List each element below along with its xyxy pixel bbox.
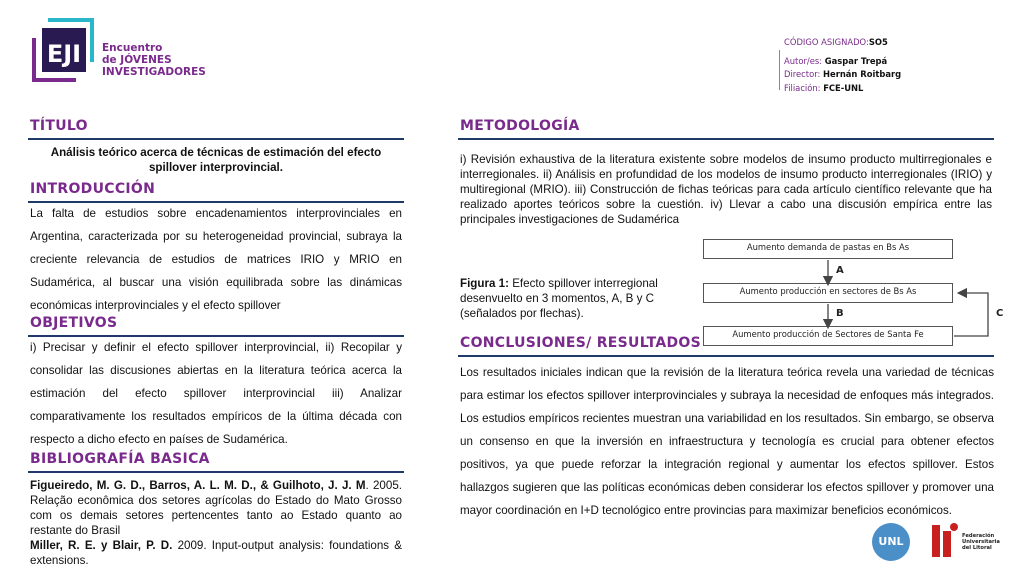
titulo-rule [28, 138, 404, 140]
logo-mark: EJI [46, 40, 82, 68]
director-label: Director: [784, 69, 821, 79]
flow-box-production-bsas: Aumento producción en sectores de Bs As [703, 283, 953, 303]
reference-1-authors: Figueiredo, M. G. D., Barros, A. L. M. D., & Guilhoto, J. J. M [30, 479, 366, 492]
objetivos-heading: OBJETIVOS [30, 315, 118, 331]
bibliografia-heading: BIBLIOGRAFÍA BASICA [30, 451, 210, 467]
paper-title [28, 145, 404, 175]
author-label: Autor/es: [784, 55, 823, 66]
arrow-c-line [954, 293, 988, 336]
code-value: SO5 [868, 37, 888, 47]
flow-box-demand: Aumento demanda de pastas en Bs As [703, 239, 953, 259]
titulo-heading: TÍTULO [30, 118, 88, 134]
author-row [784, 55, 901, 69]
figure-caption-text: Efecto spillover interregional desenvuelto en 3 momentos, A, B y C (señalados por flechas). [460, 277, 658, 320]
metodologia-text: i) Revisión exhaustiva de la literatura existente sobre modelos de insumo producto multirregionales e interregionales. ii) Análisis en profundidad de los modelos de insumo producto interregionales (IRIO) y multiregional (MRIO). iii) Construcción de fichas teóricas para cada artículo científico relevante que ha realizado aportes teóricos sobre la cuestión. iv) Llevar a cabo una discusión empírica entre las principales investigaciones de Sudamérica [460, 153, 992, 226]
conclusiones-rule [458, 355, 994, 357]
logo-line2: de JÓVENES [102, 54, 172, 66]
logo-line3: INVESTIGADORES [102, 66, 206, 78]
code-label: CÓDIGO ASIGNADO: [784, 37, 869, 47]
affiliation-row [784, 82, 901, 96]
metodologia-heading: METODOLOGÍA [460, 118, 580, 134]
reference-2-details: 2009. Input-output analysis: foundations & extensions. [30, 539, 403, 567]
conclusiones-text: Los resultados iniciales indican que la revisión de la literatura teórica revela una variedad de técnicas para estimar los efectos spillover interprovinciales y subraya la necesidad de enfoques más integrados. Los estudios empíricos recientes muestran una variabilidad en los resultados. Sin embargo, se observa un consenso en que la inversión en infraestructura y tecnología es crucial para obtener efectos positivos, ya que puede reforzar la integración regional y aumentar los efectos spillover. Estos hallazgos sugieren que las políticas económicas deben considerar los efectos spillover y promover una mayor coordinación en I+D tecnológico entre provincias para maximizar beneficios económicos. [460, 366, 994, 517]
bibliografia-rule [28, 471, 404, 473]
eji-logo [30, 18, 94, 82]
flow-arrows [700, 255, 1000, 345]
arrow-b-label: B [836, 308, 844, 319]
reference-2-authors: Miller, R. E. y Blair, P. D. [30, 539, 173, 552]
introduccion-heading: INTRODUCCIÓN [30, 181, 156, 197]
bibliografia-list [30, 478, 402, 568]
logo-wordmark [102, 42, 206, 78]
director-value: Hernán Roitbarg [823, 69, 902, 79]
code-row [784, 36, 901, 50]
fuel-logo-text [962, 533, 1000, 551]
introduccion-text: La falta de estudios sobre encadenamientos interprovinciales en Argentina, caracterizada por su heterogeneidad provincial, subraya la creciente relevancia de estudios de matrices IRIO y MRIO en Sudamérica, al buscar una visión equilibrada sobre las dinámicas económicas interprovinciales y el efecto spillover [30, 207, 402, 312]
conclusiones-heading: CONCLUSIONES/ RESULTADOS [460, 335, 702, 351]
fuel-line1: Federación [962, 533, 995, 539]
affiliation-value: FCE-UNL [823, 82, 864, 93]
metodologia-rule [458, 138, 994, 140]
director-row [784, 68, 901, 82]
title-line2: spillover interprovincial. [148, 161, 283, 174]
info-divider [779, 50, 780, 90]
unl-logo: UNL [872, 523, 910, 561]
arrow-c-label: C [996, 308, 1004, 319]
figure-caption [460, 276, 696, 321]
reference-2 [30, 538, 402, 568]
arrow-a-label: A [836, 265, 844, 276]
flow-box-production-santafe: Aumento producción de Sectores de Santa Fe [703, 326, 953, 346]
fuel-line2: Universitaria [962, 539, 1000, 545]
author-value: Gaspar Trepá [824, 55, 888, 66]
objetivos-text: i) Precisar y definir el efecto spillover interprovincial, ii) Recopilar y consolidar las discusiones abiertas en la literatura teórica acerca la estimación del efecto spillover interprovincial iii) Analizar comparativamente los resultados empíricos de la última década con respecto a dicho efecto en países de Sudamérica. [30, 341, 402, 446]
reference-1-details: . 2005. Relação econômica dos setores agrícolas do Estado do Mato Grosso com os demais setores pertencentes tanto ao Estado quanto ao restante do Brasil [30, 479, 402, 537]
figure-label: Figura 1: [460, 277, 509, 290]
title-line1: Análisis teórico acerca de técnicas de estimación del efecto [50, 146, 382, 159]
logo-line1: Encuentro [102, 42, 163, 54]
info-block [784, 36, 901, 95]
fuel-logo-icon [926, 521, 960, 561]
fuel-line3: del Litoral [962, 545, 992, 551]
reference-1 [30, 478, 402, 538]
affiliation-label: Filiación: [784, 82, 821, 93]
